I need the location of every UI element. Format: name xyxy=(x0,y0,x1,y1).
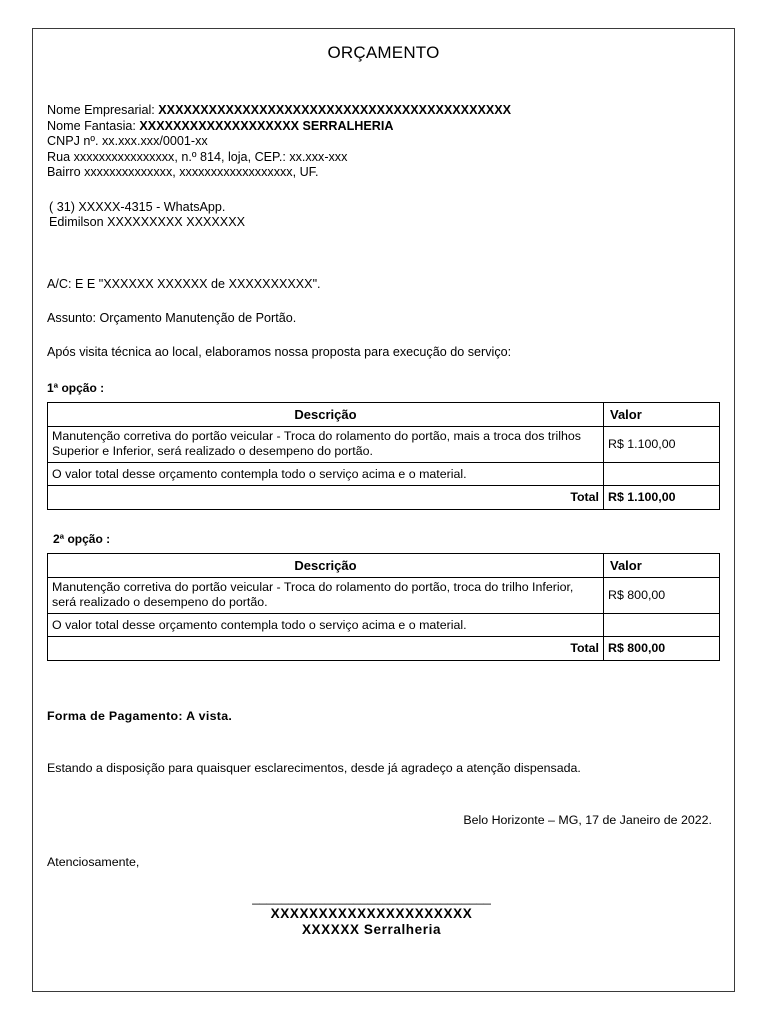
page-title: ORÇAMENTO xyxy=(327,43,440,62)
company-legal-name-label: Nome Empresarial: xyxy=(47,103,155,117)
regards-line: Atenciosamente, xyxy=(47,854,140,869)
subject-line: Assunto: Orçamento Manutenção de Portão. xyxy=(47,310,297,325)
company-legal-name-value: XXXXXXXXXXXXXXXXXXXXXXXXXXXXXXXXXXXXXXXXXX xyxy=(158,103,512,117)
table-row xyxy=(48,613,720,636)
company-trade-name-line xyxy=(47,119,720,135)
company-district-line: Bairro xxxxxxxxxxxxxx, xxxxxxxxxxxxxxxxxx, UF. xyxy=(47,165,319,179)
table-header-row xyxy=(48,553,720,577)
signature-block xyxy=(47,891,720,937)
closing-line: Estando a disposição para quaisquer esclarecimentos, desde já agradeço a atenção dispensada. xyxy=(47,760,581,775)
option-2-table xyxy=(47,553,720,661)
document-body xyxy=(33,103,734,937)
signature-rule: _________________________________ xyxy=(252,889,491,905)
contact-person-line: Edimilson XXXXXXXXX XXXXXXX xyxy=(49,215,245,229)
table-row xyxy=(48,426,720,462)
contact-phone-line: ( 31) XXXXX-4315 - WhatsApp. xyxy=(49,199,226,214)
option-2-label: 2ª opção : xyxy=(53,531,111,546)
document-page xyxy=(32,28,735,992)
option-1-note: O valor total desse orçamento contempla todo o serviço acima e o material. xyxy=(48,462,604,485)
option-1-header-description: Descrição xyxy=(48,402,604,426)
option-1-description: Manutenção corretiva do portão veicular - Troca do rolamento do portão, mais a troca dos trilhos Superior e Inferior, será realizado o desempeno do portão. xyxy=(48,426,604,462)
company-cnpj-line: CNPJ nº. xx.xxx.xxx/0001-xx xyxy=(47,134,208,148)
option-2-value: R$ 800,00 xyxy=(604,577,720,613)
table-total-row xyxy=(48,636,720,660)
option-1-value: R$ 1.100,00 xyxy=(604,426,720,462)
signature-name: XXXXXXXXXXXXXXXXXXXXX xyxy=(270,905,473,921)
intro-line: Após visita técnica ao local, elaboramos nossa proposta para execução do serviço: xyxy=(47,344,512,359)
contact-block xyxy=(47,200,720,231)
option-2-header-value: Valor xyxy=(604,553,720,577)
option-1-total-label: Total xyxy=(48,485,604,509)
option-2-note-blank xyxy=(604,613,720,636)
table-row xyxy=(48,462,720,485)
signature-company: XXXXXX Serralheria xyxy=(301,921,442,937)
option-2-description: Manutenção corretiva do portão veicular - Troca do rolamento do portão, troca do trilho Inferior, será realizado o desempeno do portão. xyxy=(48,577,604,613)
option-1-total-value: R$ 1.100,00 xyxy=(604,485,720,509)
option-2-total-label: Total xyxy=(48,636,604,660)
option-2-header-description: Descrição xyxy=(48,553,604,577)
option-1-label: 1ª opção : xyxy=(47,380,105,395)
option-1-note-blank xyxy=(604,462,720,485)
table-header-row xyxy=(48,402,720,426)
option-2-total-value: R$ 800,00 xyxy=(604,636,720,660)
option-1-table xyxy=(47,402,720,510)
option-1-header-value: Valor xyxy=(604,402,720,426)
option-2-note: O valor total desse orçamento contempla todo o serviço acima e o material. xyxy=(48,613,604,636)
company-address-line: Rua xxxxxxxxxxxxxxxx, n.º 814, loja, CEP.: xx.xxx-xxx xyxy=(47,149,348,164)
company-legal-name-line xyxy=(47,103,720,119)
company-trade-name-label: Nome Fantasia: xyxy=(47,118,136,133)
date-line: Belo Horizonte – MG, 17 de Janeiro de 2022. xyxy=(463,812,712,827)
payment-terms-line: Forma de Pagamento: A vista. xyxy=(47,708,233,723)
recipient-line: A/C: E E "XXXXXX XXXXXX de XXXXXXXXXX". xyxy=(47,276,321,291)
company-info-block xyxy=(47,103,720,181)
table-total-row xyxy=(48,485,720,509)
company-trade-name-value: XXXXXXXXXXXXXXXXXXX SERRALHERIA xyxy=(139,118,394,133)
table-row xyxy=(48,577,720,613)
